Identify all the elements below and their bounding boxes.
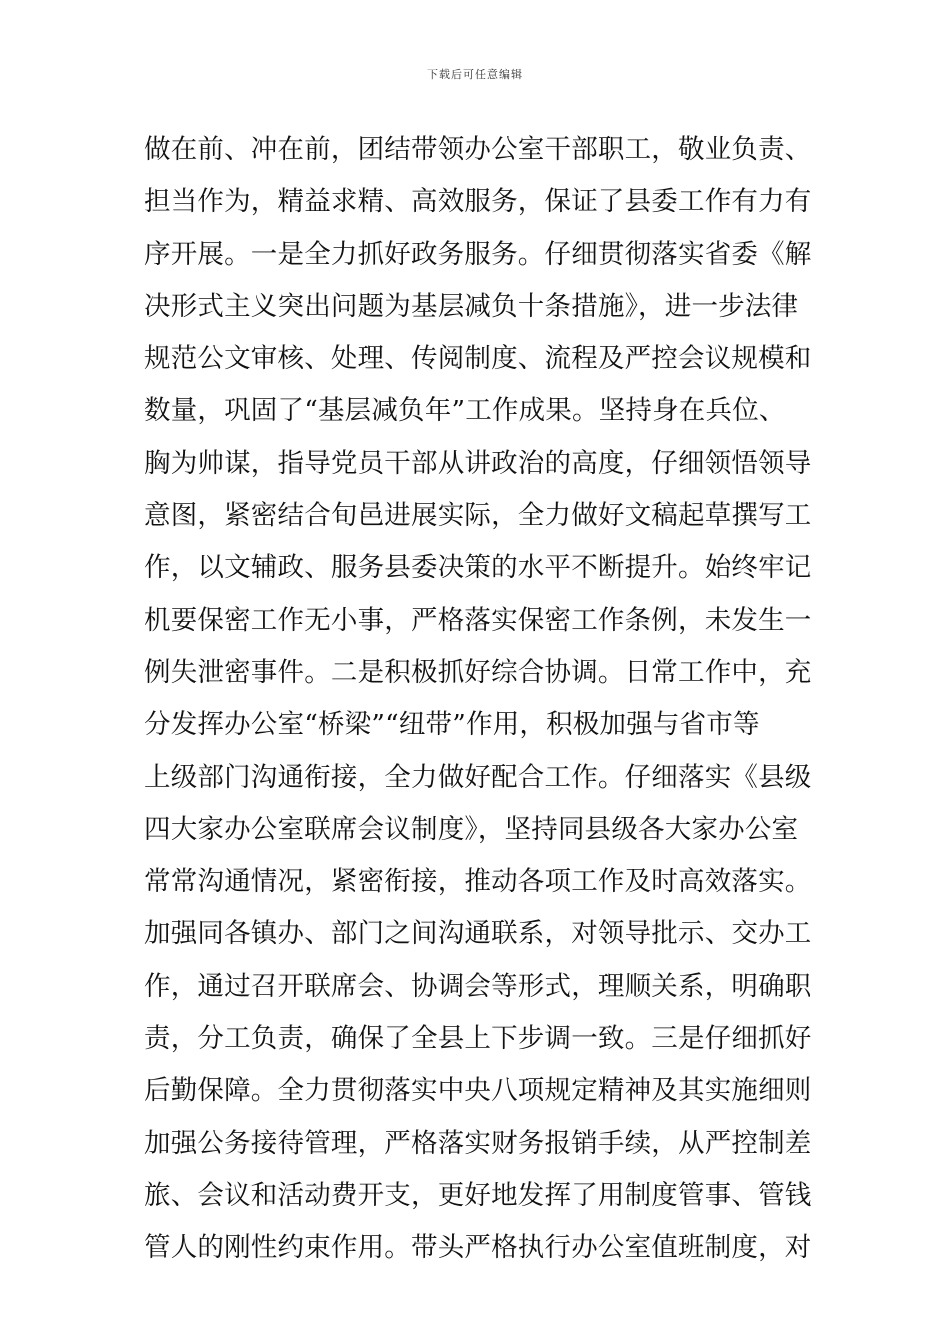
body-line: 意图，紧密结合旬邑进展实际，全力做好文稿起草撰写工 xyxy=(144,500,812,532)
body-line: 四大家办公室联席会议制度》，坚持同县级各大家办公室 xyxy=(144,813,799,845)
body-line: 加强同各镇办、部门之间沟通联系，对领导批示、交办工 xyxy=(144,918,812,950)
body-line: 责，分工负责，确保了全县上下步调一致。三是仔细抓好 xyxy=(144,1023,812,1055)
body-line: 序开展。一是全力抓好政务服务。仔细贯彻落实省委《解 xyxy=(144,238,812,270)
body-line: 作，通过召开联席会、协调会等形式，理顺关系，明确职 xyxy=(144,970,812,1002)
body-line: 上级部门沟通衔接，全力做好配合工作。仔细落实《县级 xyxy=(144,761,812,793)
body-line: 作，以文辅政、服务县委决策的水平不断提升。始终牢记 xyxy=(144,552,812,584)
body-line: 担当作为，精益求精、高效服务，保证了县委工作有力有 xyxy=(144,186,812,218)
body-line: 机要保密工作无小事，严格落实保密工作条例，未发生一 xyxy=(144,604,812,636)
body-line: 后勤保障。全力贯彻落实中央八项规定精神及其实施细则 xyxy=(144,1075,812,1107)
body-line: 旅、会议和活动费开支，更好地发挥了用制度管事、管钱 xyxy=(144,1179,812,1211)
body-line: 规范公文审核、处理、传阅制度、流程及严控会议规模和 xyxy=(144,343,812,375)
body-line: 分发挥办公室“桥梁”“纽带”作用，积极加强与省市等 xyxy=(144,709,760,741)
document-body xyxy=(144,124,814,1275)
page-header: 下载后可任意编辑 xyxy=(427,68,523,81)
body-line: 管人的刚性约束作用。带头严格执行办公室值班制度，对 xyxy=(144,1232,812,1264)
body-line: 例失泄密事件。二是积极抓好综合协调。日常工作中，充 xyxy=(144,656,812,688)
body-line: 数量，巩固了“基层减负年”工作成果。坚持身在兵位、 xyxy=(144,395,786,427)
body-line: 决形式主义突出问题为基层减负十条措施》，进一步法律 xyxy=(144,290,799,322)
body-line: 常常沟通情况，紧密衔接，推动各项工作及时高效落实。 xyxy=(144,866,812,898)
body-line: 胸为帅谋，指导党员干部从讲政治的高度，仔细领悟领导 xyxy=(144,447,812,479)
body-line: 做在前、冲在前，团结带领办公室干部职工，敬业负责、 xyxy=(144,134,812,165)
body-line: 加强公务接待管理，严格落实财务报销手续，从严控制差 xyxy=(144,1127,812,1159)
